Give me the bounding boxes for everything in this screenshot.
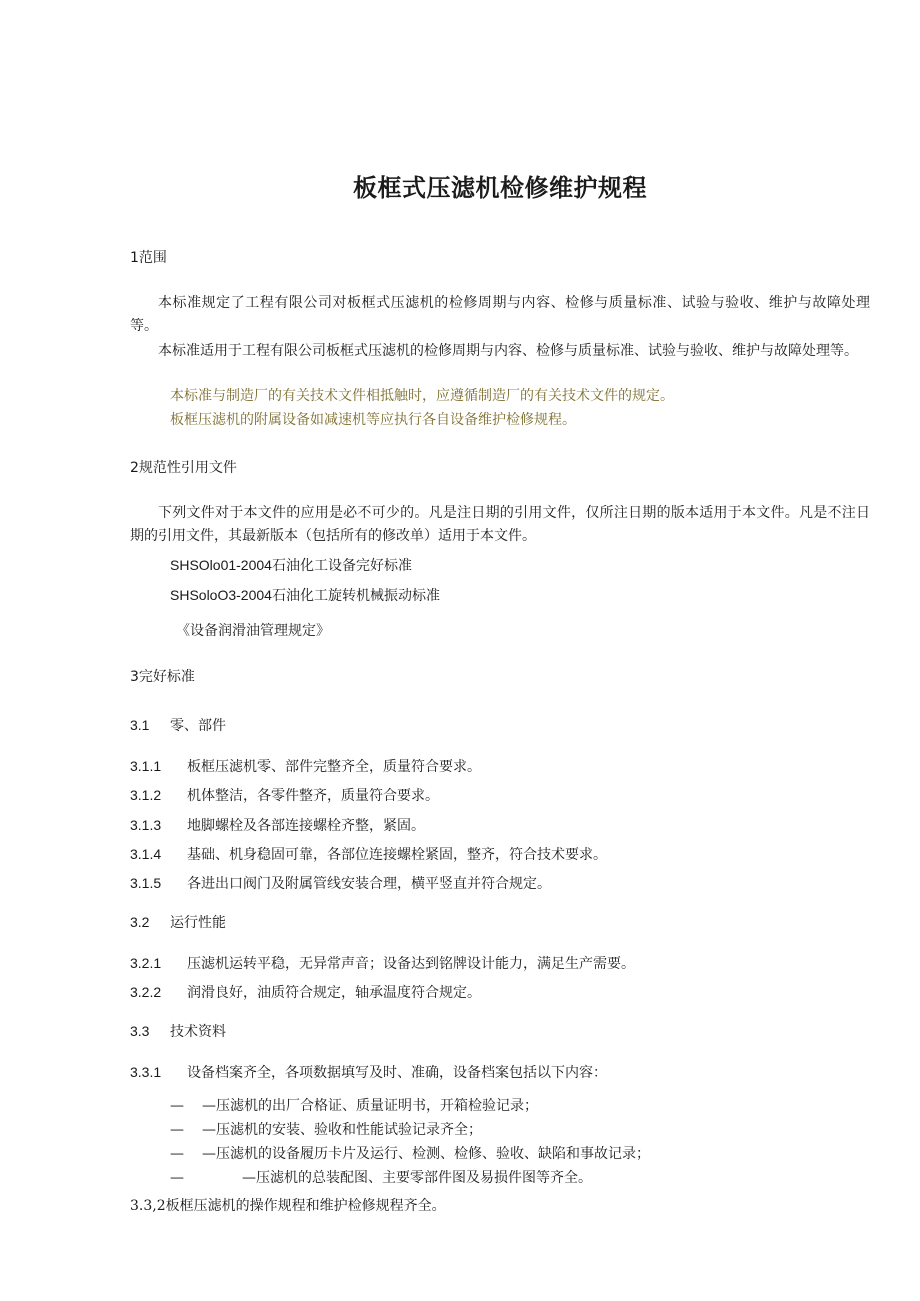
subsection-number: 3.1 (130, 717, 150, 733)
scope-line-3: 本标准与制造厂的有关技术文件相抵触时，应遵循制造厂的有关技术文件的规定。 (170, 388, 674, 404)
clause-text: 机体整洁，各零件整齐，质量符合要求。 (187, 788, 439, 804)
dash-item-text: —压滤机的出厂合格证、质量证明书，开箱检验记录； (202, 1098, 538, 1114)
reference-code: SHSOlo01-2004 (170, 557, 272, 573)
scope-paragraph-2: 本标准适用于工程有限公司板框式压滤机的检修周期与内容、检修与质量标准、试验与验收、维护与故障处理等。 (158, 343, 858, 359)
reference-item (170, 555, 412, 575)
clause-item (130, 953, 635, 973)
subsection-title: 运行性能 (170, 915, 226, 931)
clause-text: 基础、机身稳固可靠，各部位连接螺栓紧固，整齐，符合技术要求。 (187, 847, 607, 863)
dash-marker: — (170, 1170, 184, 1186)
clause-number: 3.1.1 (130, 758, 162, 774)
dash-marker: — (170, 1098, 184, 1114)
clause-item (130, 982, 481, 1002)
clause-number: 3.2.1 (130, 955, 162, 971)
subsection-number: 3.3 (130, 1023, 150, 1039)
subsection-title: 技术资料 (170, 1024, 226, 1040)
subsection-parts (130, 715, 226, 735)
dash-list-item (170, 1095, 538, 1115)
dash-item-text: —压滤机的安装、验收和性能试验记录齐全； (202, 1122, 482, 1138)
clause-item (130, 844, 607, 864)
dash-list-item (170, 1167, 592, 1187)
clause-text: 润滑良好，油质符合规定，轴承温度符合规定。 (187, 985, 481, 1001)
references-paragraph: 下列文件对于本文件的应用是必不可少的。凡是注日期的引用文件，仅所注日期的版本适用于本文件。凡是不注日期的引用文件，其最新版本（包括所有的修改单）适用于本文件。 (130, 505, 870, 544)
dash-item-text: —压滤机的设备履历卡片及运行、检测、检修、验收、缺陷和事故记录； (202, 1146, 650, 1162)
subsection-title: 零、部件 (170, 718, 226, 734)
clause-text: 各进出口阀门及附属管线安装合理，横平竖直并符合规定。 (187, 876, 551, 892)
subsection-documents (130, 1021, 226, 1041)
clause-item (130, 756, 481, 776)
clause-text: 地脚螺栓及各部连接螺栓齐整，紧固。 (187, 818, 425, 834)
clause-item (130, 785, 439, 805)
reference-item (170, 585, 440, 605)
clause-number: 3.1.4 (130, 846, 162, 862)
section-heading-standards: 3完好标准 (130, 669, 195, 685)
clause-number: 3.1.3 (130, 817, 162, 833)
clause-text: 板框压滤机零、部件完整齐全，质量符合要求。 (187, 759, 481, 775)
clause-number: 3.3.1 (130, 1064, 162, 1080)
dash-marker: — (170, 1122, 184, 1138)
dash-list-item (170, 1119, 482, 1139)
clause-number: 3.1.5 (130, 875, 162, 891)
scope-line-4: 板框压滤机的附属设备如减速机等应执行各自设备维护检修规程。 (170, 412, 576, 428)
clause-text: 设备档案齐全，各项数据填写及时、准确，设备档案包括以下内容： (187, 1065, 607, 1081)
scope-paragraph-1: 本标准规定了工程有限公司对板框式压滤机的检修周期与内容、检修与质量标准、试验与验收、维护与故障处理等。 (130, 295, 870, 334)
reference-title: 石油化工旋转机械振动标准 (271, 588, 440, 604)
reference-code: SHSoloO3-2004 (170, 587, 272, 603)
clause-3-3-2: 3.3,2板框压滤机的操作规程和维护检修规程齐全。 (130, 1198, 446, 1214)
subsection-number: 3.2 (130, 914, 150, 930)
subsection-performance (130, 912, 226, 932)
reference-item-lubrication: 《设备润滑油管理规定》 (176, 623, 330, 639)
section-heading-scope: 1范围 (130, 250, 167, 266)
dash-list-item (170, 1143, 650, 1163)
clause-number: 3.1.2 (130, 787, 162, 803)
clause-number: 3.2.2 (130, 984, 162, 1000)
reference-title: 石油化工设备完好标准 (271, 558, 412, 574)
dash-marker: — (170, 1146, 184, 1162)
clause-text: 压滤机运转平稳，无异常声音；设备达到铭牌设计能力，满足生产需要。 (187, 956, 635, 972)
dash-item-text: —压滤机的总装配图、主要零部件图及易损件图等齐全。 (242, 1170, 592, 1186)
clause-item (130, 815, 425, 835)
page-title: 板框式压滤机检修维护规程 (353, 174, 647, 202)
section-heading-references: 2规范性引用文件 (130, 460, 237, 476)
clause-item (130, 873, 551, 893)
clause-item (130, 1062, 607, 1082)
